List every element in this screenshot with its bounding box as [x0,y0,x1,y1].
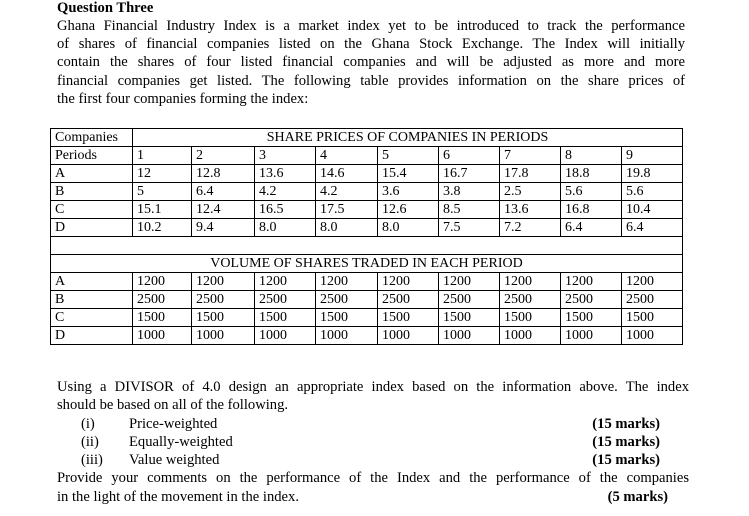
instruction-line: Using a DIVISOR of 4.0 design an appropriate index based on the information above. The index [57,379,689,395]
price-cell: 7.5 [439,219,500,237]
volume-cell: 1000 [192,327,255,345]
period-cell: 1 [133,147,192,165]
volume-cell: 1200 [133,273,192,291]
instruction-line: should be based on all of the following. [57,397,289,414]
volume-cell: 2500 [255,291,316,309]
period-cell: 7 [500,147,561,165]
price-cell: 4.2 [255,183,316,201]
price-cell: 17.5 [316,201,378,219]
price-cell: 6.4 [561,219,622,237]
intro-line: Ghana Financial Industry Index is a market index yet to be introduced to track the performance [57,18,685,34]
company-cell: C [51,309,133,327]
company-cell: A [51,165,133,183]
price-cell: 16.8 [561,201,622,219]
price-cell: 3.8 [439,183,500,201]
volume-cell: 1200 [500,273,561,291]
price-cell: 16.7 [439,165,500,183]
volume-cell: 2500 [133,291,192,309]
volume-cell: 1000 [378,327,439,345]
price-cell: 2.5 [500,183,561,201]
price-cell: 15.4 [378,165,439,183]
volume-cell: 1200 [378,273,439,291]
price-cell: 5 [133,183,192,201]
volume-cell: 1000 [316,327,378,345]
item-marks: (15 marks) [592,452,660,469]
period-cell: 8 [561,147,622,165]
price-cell: 12 [133,165,192,183]
item-text: Equally-weighted [129,433,233,450]
price-cell: 15.1 [133,201,192,219]
volume-cell: 1200 [561,273,622,291]
volume-cell: 2500 [561,291,622,309]
item-number: (iii) [81,452,103,469]
volume-cell: 1200 [622,273,683,291]
period-cell: 2 [192,147,255,165]
prices-title: SHARE PRICES OF COMPANIES IN PERIODS [133,129,683,147]
volume-cell: 1000 [439,327,500,345]
question-item [57,415,689,433]
volume-cell: 1500 [561,309,622,327]
price-cell: 17.8 [500,165,561,183]
period-cell: 5 [378,147,439,165]
price-cell: 8.5 [439,201,500,219]
volume-row [51,273,683,291]
price-cell: 8.0 [255,219,316,237]
volume-cell: 2500 [500,291,561,309]
comment-line: in the light of the movement in the index. [57,488,299,505]
volume-cell: 1000 [622,327,683,345]
volume-cell: 1500 [255,309,316,327]
price-cell: 6.4 [622,219,683,237]
table-header-row [51,129,683,147]
company-cell: B [51,183,133,201]
price-cell: 10.2 [133,219,192,237]
volume-title-row [51,255,683,273]
price-cell: 12.6 [378,201,439,219]
instructions [57,378,689,506]
price-cell: 8.0 [316,219,378,237]
price-cell: 5.6 [622,183,683,201]
period-cell: 9 [622,147,683,165]
period-cell: 3 [255,147,316,165]
item-marks: (15 marks) [592,433,660,450]
volume-cell: 1500 [192,309,255,327]
volume-cell: 1000 [500,327,561,345]
company-cell: D [51,219,133,237]
volume-cell: 2500 [439,291,500,309]
price-cell: 13.6 [500,201,561,219]
blank-cell [51,237,683,255]
volume-cell: 1200 [192,273,255,291]
volume-cell: 2500 [378,291,439,309]
price-cell: 6.4 [192,183,255,201]
period-cell: 6 [439,147,500,165]
item-number: (i) [81,415,95,432]
volume-cell: 1500 [316,309,378,327]
volume-cell: 1200 [255,273,316,291]
volume-cell: 1000 [255,327,316,345]
price-cell: 8.0 [378,219,439,237]
price-row [51,165,683,183]
intro-paragraph [57,17,685,108]
volume-row [51,327,683,345]
price-cell: 13.6 [255,165,316,183]
share-data-table [50,128,683,345]
item-number: (ii) [81,433,99,450]
price-cell: 10.4 [622,201,683,219]
intro-line: financial companies get listed. The following table provides information on the share prices of [57,72,685,89]
company-cell: C [51,201,133,219]
item-text: Price-weighted [129,415,218,432]
periods-row [51,147,683,165]
volume-cell: 2500 [192,291,255,309]
period-cell: 4 [316,147,378,165]
intro-line: of shares of financial companies listed on the Ghana Stock Exchange. The Index will initially [57,36,685,53]
price-cell: 12.8 [192,165,255,183]
volume-cell: 1500 [439,309,500,327]
volume-title: VOLUME OF SHARES TRADED IN EACH PERIOD [51,255,683,273]
question-title: Question Three [57,0,154,16]
volume-cell: 1000 [133,327,192,345]
price-row [51,219,683,237]
company-cell: D [51,327,133,345]
volume-row [51,291,683,309]
price-row [51,201,683,219]
volume-cell: 1500 [500,309,561,327]
comment-last-line [57,488,689,506]
volume-cell: 2500 [316,291,378,309]
volume-cell: 2500 [622,291,683,309]
price-cell: 9.4 [192,219,255,237]
price-cell: 4.2 [316,183,378,201]
price-cell: 18.8 [561,165,622,183]
price-row [51,183,683,201]
intro-line: contain the shares of four listed financial companies and will be adjusted as more and more [57,54,685,71]
item-marks: (15 marks) [592,415,660,432]
price-cell: 14.6 [316,165,378,183]
price-cell: 7.2 [500,219,561,237]
periods-header: Periods [51,147,133,165]
volume-cell: 1500 [622,309,683,327]
company-cell: A [51,273,133,291]
blank-row [51,237,683,255]
comment-line: Provide your comments on the performance of the Index and the performance of the companies [57,470,689,487]
price-cell: 19.8 [622,165,683,183]
price-cell: 5.6 [561,183,622,201]
question-item [57,433,689,451]
volume-cell: 1000 [561,327,622,345]
volume-cell: 1200 [316,273,378,291]
item-text: Value weighted [129,452,220,469]
price-cell: 3.6 [378,183,439,201]
companies-header: Companies [51,129,133,147]
volume-cell: 1500 [378,309,439,327]
volume-cell: 1200 [439,273,500,291]
price-cell: 16.5 [255,201,316,219]
company-cell: B [51,291,133,309]
intro-line: the first four companies forming the index: [57,90,309,107]
volume-cell: 1500 [133,309,192,327]
volume-row [51,309,683,327]
question-item [57,451,689,469]
price-cell: 12.4 [192,201,255,219]
comment-marks: (5 marks) [607,488,668,505]
